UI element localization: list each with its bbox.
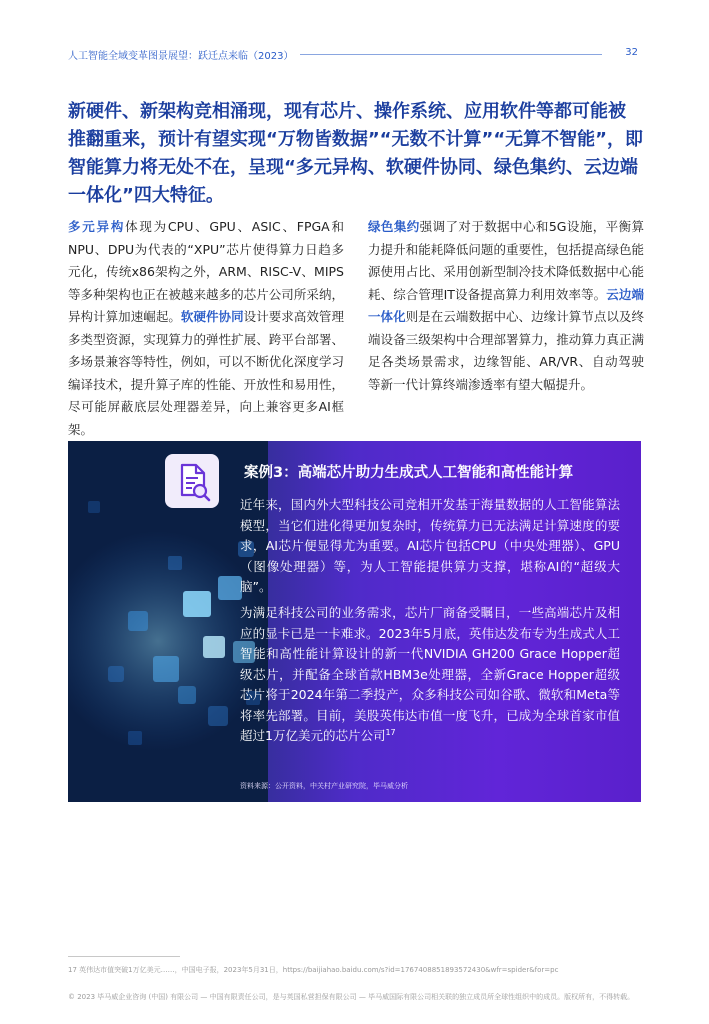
case-paragraph-1: 近年来，国内外大型科技公司竞相开发基于海量数据的人工智能算法模型，当它们进化得更加复杂时，传统算力已无法满足计算速度的要求，AI芯片便显得尤为重要。AI芯片包括CPU（中央处理器）、GPU（图像处理器）等，为人工智能提供算力支撑，堪称AI的“超级大脑”。 (240, 497, 620, 594)
case-paragraph-2-text: 为满足科技公司的业务需求，芯片厂商备受瞩目，一些高端芯片及相应的显卡已是一卡难求。2023年5月底，英伟达发布专为生成式人工智能和高性能计算设计的新一代NVIDIA GH200 Grace Hopper超级芯片，并配备全球首款HBM3e处理器，全新Grace Hopper超级芯片将于2024年第二季投产，众多科技公司如谷歌、微软和Meta等将率先部署。目前，美股英伟达市值一度飞升，已成为全球首家市值超过1万亿美元的芯片公司 (240, 605, 620, 743)
case-study-box (68, 441, 641, 802)
body-column-right (368, 216, 644, 396)
body-text-cloud-edge: 则是在云端数据中心、边缘计算节点以及终端设备三级架构中合理部署算力，推动算力真正满足各类场景需求，边缘智能、AR/VR、自动驾驶等新一代计算终端渗透率有望大幅提升。 (368, 309, 644, 392)
page-number: 32 (625, 47, 638, 58)
footnote-divider (68, 956, 180, 957)
case-paragraph-2 (240, 603, 620, 747)
highlight-green: 绿色集约 (368, 219, 420, 234)
footnote-reference[interactable]: 17 (385, 727, 396, 737)
copyright: © 2023 毕马威企业咨询 (中国) 有限公司 — 中国有限责任公司，是与英国私营担保有限公司 — 毕马威国际有限公司相关联的独立成员所全球性组织中的成员。版权所有，不得转载。 (68, 993, 635, 1001)
highlight-cloud-edge: 云边端一体化 (368, 286, 644, 324)
header-divider (300, 54, 602, 55)
case-icon-badge (165, 454, 219, 508)
case-title: 案例3：高端芯片助力生成式人工智能和高性能计算 (244, 465, 574, 481)
body-text-green: 强调了对于数据中心和5G设施，平衡算力提升和能耗降低问题的重要性，包括提高绿色能源使用占比、采用创新型制冷技术降低数据中心能耗、综合管理IT设备提高算力利用效率等。 (368, 219, 644, 302)
footnote: 17 英伟达市值突破1万亿美元……，中国电子报，2023年5月31日，https://baijiahao.baidu.com/s?id=1767408851893572430&wfr=spider&for=pc (68, 966, 559, 974)
body-text-software-hardware: 设计要求高效管理多类型资源，实现算力的弹性扩展、跨平台部署、多场景兼容等特性，例如，可以不断优化深度学习编译技术，提升算子库的性能、开放性和易用性，尽可能屏蔽底层处理器差异，向上兼容更多AI框架。 (68, 309, 344, 437)
highlight-software-hardware: 软硬件协同 (180, 309, 244, 324)
case-source: 资料来源：公开资料，中关村产业研究院，毕马威分析 (240, 782, 408, 790)
document-search-icon (165, 454, 219, 508)
highlight-heterogeneous: 多元异构 (68, 219, 126, 234)
body-column-left (68, 216, 344, 441)
header-title: 人工智能全域变革图景展望：跃迁点来临（2023） (68, 51, 294, 62)
headline: 新硬件、新架构竞相涌现，现有芯片、操作系统、应用软件等都可能被推翻重来，预计有望实现“万物皆数据”“无数不计算”“无算不智能”，即智能算力将无处不在，呈现“多元异构、软硬件协同、绿色集约、云边端一体化”四大特征。 (68, 101, 643, 206)
body-text-heterogeneous: 体现为CPU、GPU、ASIC、FPGA和NPU、DPU为代表的“XPU”芯片使得算力日趋多元化，传统x86架构之外，ARM、RISC-V、MIPS等多种架构也正在被越来越多的芯片公司所采纳，异构计算加速崛起。 (68, 219, 344, 324)
